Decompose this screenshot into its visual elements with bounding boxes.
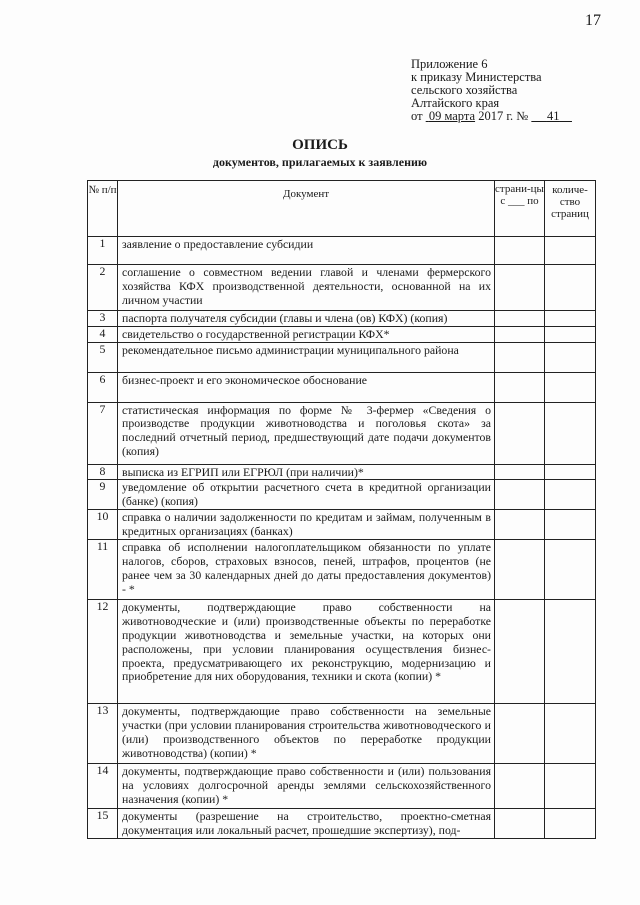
row-doc: справка об исполнении налогоплательщиком обязанности по уплате налогов, сборов, страховых взносов, пеней, штрафов, процентов (не ранее чем за 30 календарных дней до даты предоставления документов) - *: [118, 540, 495, 600]
table-row: [88, 764, 596, 809]
row-doc: выписка из ЕГРИП или ЕГРЮЛ (при наличии)*: [118, 464, 495, 480]
row-num: 5: [88, 342, 118, 372]
row-pages-cell: [495, 265, 545, 311]
row-count-cell: [545, 540, 596, 600]
row-pages-cell: [495, 540, 545, 600]
row-count-cell: [545, 480, 596, 510]
row-pages-cell: [495, 402, 545, 464]
row-num: 2: [88, 265, 118, 311]
row-pages-cell: [495, 809, 545, 839]
row-num: 8: [88, 464, 118, 480]
table-row: [88, 326, 596, 342]
table-header-row: [88, 181, 596, 237]
table-row: [88, 510, 596, 540]
header-pages: страни-цы с ___ по: [495, 181, 545, 237]
row-num: 6: [88, 372, 118, 402]
row-num: 7: [88, 402, 118, 464]
row-num: 10: [88, 510, 118, 540]
header-doc: Документ: [118, 181, 495, 237]
appendix-date-year: 2017 г. №: [475, 109, 532, 123]
row-count-cell: [545, 342, 596, 372]
row-doc: уведомление об открытии расчетного счета в кредитной организации (банке) (копия): [118, 480, 495, 510]
row-count-cell: [545, 464, 596, 480]
row-doc: паспорта получателя субсидии (главы и члена (ов) КФХ) (копия): [118, 311, 495, 327]
appendix-line-4: Алтайского края: [411, 96, 500, 110]
row-pages-cell: [495, 480, 545, 510]
row-num: 1: [88, 237, 118, 265]
row-num: 12: [88, 600, 118, 704]
table-row: [88, 600, 596, 704]
document-title: ОПИСЬ: [292, 137, 348, 153]
row-count-cell: [545, 265, 596, 311]
table-row: [88, 480, 596, 510]
row-doc: заявление о предоставление субсидии: [118, 237, 495, 265]
row-num: 15: [88, 809, 118, 839]
row-doc: статистическая информация по форме № 3-фермер «Сведения о производстве продукции животноводства и поголовья скота» за последний отчетный период, предшествующий дате подачи документов (копия): [118, 402, 495, 464]
row-pages-cell: [495, 342, 545, 372]
row-count-cell: [545, 704, 596, 764]
row-count-cell: [545, 600, 596, 704]
row-pages-cell: [495, 326, 545, 342]
appendix-line-2: к приказу Министерства: [411, 70, 542, 84]
row-count-cell: [545, 809, 596, 839]
appendix-date-prefix: от: [411, 109, 426, 123]
row-pages-cell: [495, 372, 545, 402]
table-row: [88, 704, 596, 764]
row-doc: документы (разрешение на строительство, проектно-сметная документация или локальный расчет, прошедшие экспертизу), под-: [118, 809, 495, 839]
row-doc: документы, подтверждающие право собственности и (или) пользования на условиях долгосрочной аренды землями сельскохозяйственного назначения (копии) *: [118, 764, 495, 809]
appendix-order-number: 41: [546, 109, 560, 123]
appendix-date-value: 09 марта: [428, 109, 476, 123]
row-pages-cell: [495, 600, 545, 704]
documents-table: [87, 180, 596, 839]
row-pages-cell: [495, 311, 545, 327]
row-count-cell: [545, 326, 596, 342]
row-count-cell: [545, 311, 596, 327]
row-num: 4: [88, 326, 118, 342]
table-row: [88, 342, 596, 372]
table-row: [88, 402, 596, 464]
document-subtitle: документов, прилагаемых к заявлению: [212, 155, 428, 169]
table-row: [88, 237, 596, 265]
row-doc: рекомендательное письмо администрации муниципального района: [118, 342, 495, 372]
header-num: № п/п: [88, 181, 118, 237]
row-pages-cell: [495, 237, 545, 265]
row-num: 11: [88, 540, 118, 600]
table-row: [88, 464, 596, 480]
row-pages-cell: [495, 704, 545, 764]
row-doc: справка о наличии задолженности по кредитам и займам, полученным в кредитных организациях (банках): [118, 510, 495, 540]
row-count-cell: [545, 402, 596, 464]
table-row: [88, 265, 596, 311]
row-count-cell: [545, 237, 596, 265]
table-row: [88, 372, 596, 402]
row-count-cell: [545, 764, 596, 809]
row-pages-cell: [495, 464, 545, 480]
row-num: 3: [88, 311, 118, 327]
row-count-cell: [545, 510, 596, 540]
row-doc: свидетельство о государственной регистрации КФХ*: [118, 326, 495, 342]
row-doc: документы, подтверждающие право собственности на земельные участки (при условии планирования строительства животноводческого и (или) производственного объектов по переработке продукции животноводства) (копии) *: [118, 704, 495, 764]
row-count-cell: [545, 372, 596, 402]
row-pages-cell: [495, 764, 545, 809]
row-doc: бизнес-проект и его экономическое обоснование: [118, 372, 495, 402]
table-row: [88, 809, 596, 839]
row-num: 14: [88, 764, 118, 809]
row-num: 13: [88, 704, 118, 764]
appendix-block: [411, 58, 621, 123]
page-number: 17: [585, 12, 601, 29]
row-doc: документы, подтверждающие право собственности на животноводческие и (или) производственные объекты по переработке продукции животноводства и земельные участки, на которых они расположены, при условии планирования осуществления бизнес-проекта, предусматривающего их реконструкцию, модернизацию и приобретение для них оборудования, техники и скота (копии) *: [118, 600, 495, 704]
appendix-line-3: сельского хозяйства: [411, 83, 518, 97]
header-count: количе-ство страниц: [545, 181, 596, 237]
appendix-date-line: [411, 110, 621, 123]
row-pages-cell: [495, 510, 545, 540]
appendix-line-1: Приложение 6: [411, 57, 488, 71]
table-row: [88, 311, 596, 327]
row-num: 9: [88, 480, 118, 510]
row-doc: соглашение о совместном ведении главой и членами фермерского хозяйства КФХ производственной деятельности, основанной на их личном участии: [118, 265, 495, 311]
table-row: [88, 540, 596, 600]
